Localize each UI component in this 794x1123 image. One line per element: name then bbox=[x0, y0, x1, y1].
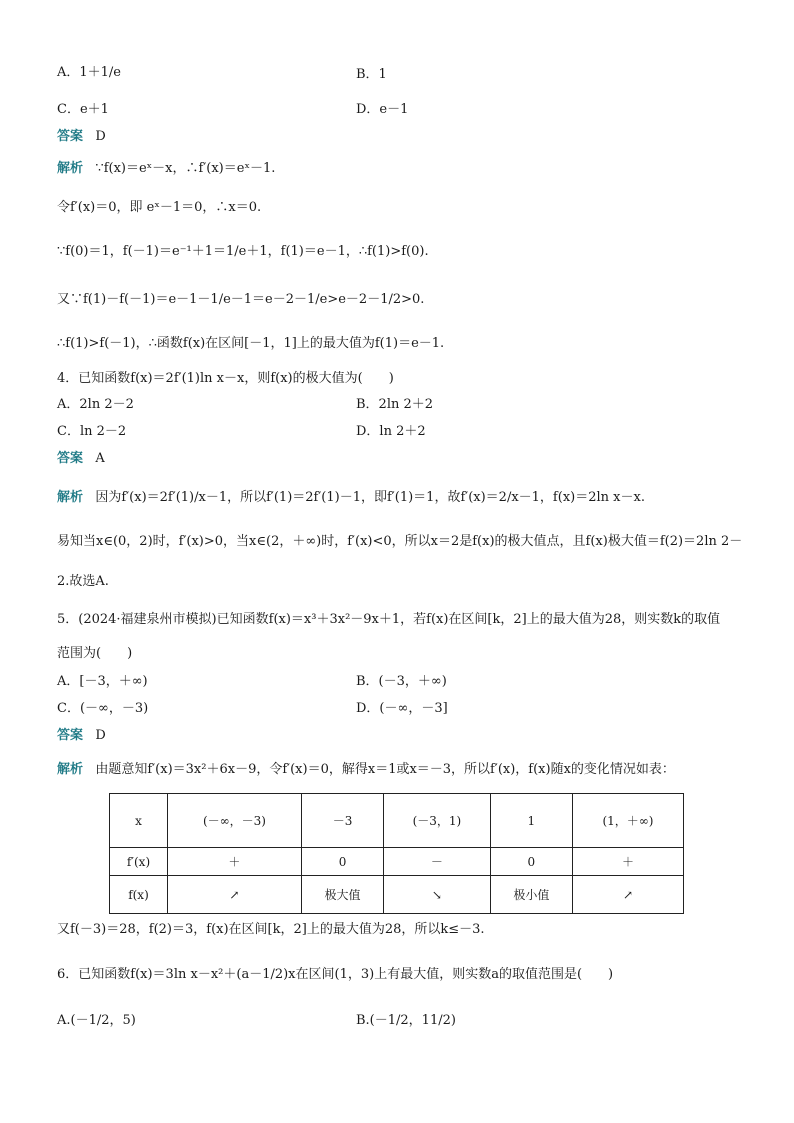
answer-tag: 答案 bbox=[57, 129, 84, 144]
option-d: D．e－1 bbox=[356, 102, 409, 117]
table-cell: 极大值 bbox=[301, 876, 383, 914]
table-cell: 极小值 bbox=[490, 876, 572, 914]
analysis-tag: 解析 bbox=[57, 762, 84, 777]
option-a: A．[－3，＋∞) bbox=[57, 674, 148, 689]
table-row bbox=[110, 794, 684, 848]
analysis-text: 2.故选A. bbox=[57, 574, 109, 589]
answer-line bbox=[57, 450, 105, 468]
table-cell: － bbox=[384, 848, 490, 876]
option-d: D．(－∞，－3] bbox=[356, 701, 448, 716]
table-cell: －3 bbox=[301, 794, 383, 848]
question-4: 4．已知函数f(x)＝2f′(1)ln x－x，则f(x)的极大值为( ) bbox=[57, 371, 394, 386]
answer-value: D bbox=[95, 728, 106, 743]
answer-line bbox=[57, 727, 106, 745]
table-cell: f(x) bbox=[110, 876, 168, 914]
analysis-text: 由题意知f′(x)＝3x²＋6x－9，令f′(x)＝0，解得x＝1或x＝－3，所以f′(x)，f(x)随x的变化情况如表： bbox=[95, 762, 675, 777]
analysis-tag: 解析 bbox=[57, 490, 84, 505]
answer-tag: 答案 bbox=[57, 728, 84, 743]
analysis-text: 又f(－3)＝28，f(2)＝3，f(x)在区间[k，2]上的最大值为28，所以k≤－3. bbox=[57, 922, 485, 937]
table-row bbox=[110, 876, 684, 914]
analysis-text: ∵f(0)＝1，f(－1)＝e⁻¹＋1＝1/e＋1，f(1)＝e－1，∴f(1)>f(0). bbox=[57, 244, 429, 259]
table-cell: 1 bbox=[490, 794, 572, 848]
analysis-text: 因为f′(x)＝2f′(1)/x－1，所以f′(1)＝2f′(1)－1，即f′(1)＝1，故f′(x)＝2/x－1，f(x)＝2ln x－x. bbox=[95, 490, 645, 505]
analysis-text: 易知当x∈(0，2)时，f′(x)>0，当x∈(2，＋∞)时，f′(x)<0，所以x＝2是f(x)的极大值点，且f(x)极大值＝f(2)＝2ln 2－ bbox=[57, 534, 743, 549]
option-c: C．ln 2－2 bbox=[57, 424, 127, 439]
table-cell: ↗ bbox=[572, 876, 683, 914]
question-5: 5．(2024·福建泉州市模拟)已知函数f(x)＝x³＋3x²－9x＋1，若f(x)在区间[k，2]上的最大值为28，则实数k的取值 bbox=[57, 612, 721, 627]
table-row bbox=[110, 848, 684, 876]
table-cell: ↘ bbox=[384, 876, 490, 914]
answer-value: A bbox=[95, 451, 105, 466]
option-c: C．e＋1 bbox=[57, 102, 109, 117]
variation-table bbox=[109, 793, 684, 914]
table-cell: (－3，1) bbox=[384, 794, 490, 848]
table-cell: 0 bbox=[301, 848, 383, 876]
option-b: B．(－3，＋∞) bbox=[356, 674, 447, 689]
question-6: 6．已知函数f(x)＝3ln x－x²＋(a－1/2)x在区间(1，3)上有最大值，则实数a的取值范围是( ) bbox=[57, 967, 614, 982]
table-cell: (1，＋∞) bbox=[572, 794, 683, 848]
option-b: B.(－1/2，11/2) bbox=[356, 1013, 456, 1028]
answer-tag: 答案 bbox=[57, 451, 84, 466]
analysis-text: ∴f(1)>f(－1)，∴函数f(x)在区间[－1，1]上的最大值为f(1)＝e－1. bbox=[57, 336, 445, 351]
analysis-tag: 解析 bbox=[57, 161, 84, 176]
option-b: B．2ln 2＋2 bbox=[356, 397, 434, 412]
analysis-line bbox=[57, 761, 675, 779]
answer-value: D bbox=[95, 129, 106, 144]
table-cell: ＋ bbox=[167, 848, 301, 876]
analysis-text: 令f′(x)＝0，即 eˣ－1＝0，∴x＝0. bbox=[57, 200, 262, 215]
table-cell: (－∞，－3) bbox=[167, 794, 301, 848]
analysis-line bbox=[57, 160, 275, 178]
table-cell: ＋ bbox=[572, 848, 683, 876]
table-cell: 0 bbox=[490, 848, 572, 876]
question-5-cont: 范围为( ) bbox=[57, 646, 133, 661]
option-a: A．1＋1/e bbox=[57, 65, 122, 80]
option-d: D．ln 2＋2 bbox=[356, 424, 426, 439]
analysis-text: 又∵f(1)－f(－1)＝e－1－1/e－1＝e－2－1/e>e－2－1/2>0. bbox=[57, 292, 425, 307]
answer-line bbox=[57, 128, 106, 146]
option-a: A．2ln 2－2 bbox=[57, 397, 134, 412]
analysis-line bbox=[57, 489, 645, 507]
option-a: A.(－1/2，5) bbox=[57, 1013, 136, 1028]
table-cell: x bbox=[110, 794, 168, 848]
option-b: B．1 bbox=[356, 67, 387, 82]
option-c: C．(－∞，－3) bbox=[57, 701, 149, 716]
analysis-text: ∵f(x)＝eˣ－x，∴f′(x)＝eˣ－1. bbox=[95, 161, 276, 176]
table-cell: ↗ bbox=[167, 876, 301, 914]
table-cell: f′(x) bbox=[110, 848, 168, 876]
